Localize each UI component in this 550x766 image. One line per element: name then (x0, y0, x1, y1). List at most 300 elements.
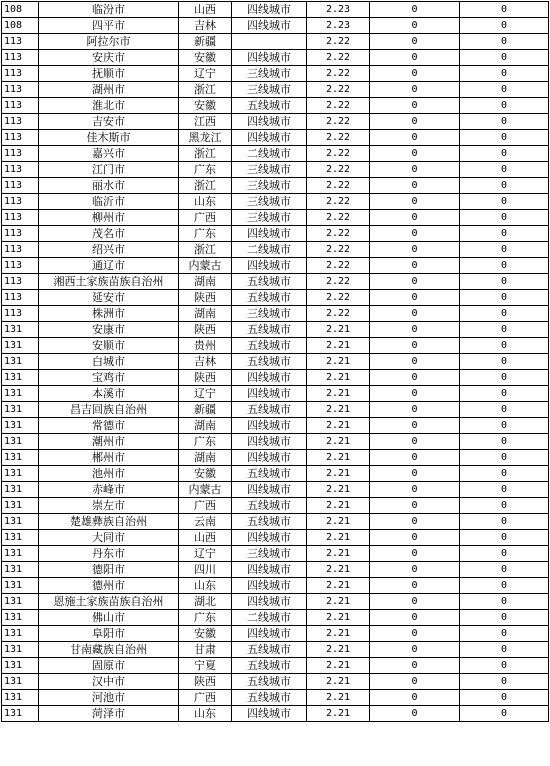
value-a-cell: 0 (370, 402, 460, 418)
rank-cell: 113 (2, 226, 39, 242)
value-b-cell: 0 (460, 482, 549, 498)
table-row (2, 66, 549, 82)
tier-cell: 四线城市 (232, 226, 307, 242)
score-cell: 2.21 (307, 466, 370, 482)
value-b-cell: 0 (460, 178, 549, 194)
rank-cell: 113 (2, 66, 39, 82)
score-cell: 2.22 (307, 290, 370, 306)
province-cell: 广东 (179, 226, 232, 242)
table-row (2, 82, 549, 98)
province-cell: 辽宁 (179, 66, 232, 82)
value-a-cell: 0 (370, 82, 460, 98)
province-cell: 陕西 (179, 370, 232, 386)
rank-cell: 131 (2, 706, 39, 722)
value-b-cell: 0 (460, 322, 549, 338)
table-row (2, 562, 549, 578)
table-row (2, 34, 549, 50)
value-b-cell: 0 (460, 386, 549, 402)
rank-cell: 131 (2, 642, 39, 658)
value-b-cell: 0 (460, 578, 549, 594)
value-b-cell: 0 (460, 66, 549, 82)
value-a-cell: 0 (370, 130, 460, 146)
value-a-cell: 0 (370, 386, 460, 402)
value-a-cell: 0 (370, 578, 460, 594)
value-a-cell: 0 (370, 258, 460, 274)
province-cell: 浙江 (179, 82, 232, 98)
table-row (2, 210, 549, 226)
tier-cell: 四线城市 (232, 18, 307, 34)
province-cell: 湖南 (179, 306, 232, 322)
score-cell: 2.21 (307, 498, 370, 514)
value-a-cell: 0 (370, 466, 460, 482)
value-b-cell: 0 (460, 210, 549, 226)
table-row (2, 50, 549, 66)
tier-cell: 四线城市 (232, 370, 307, 386)
value-a-cell: 0 (370, 322, 460, 338)
table-row (2, 2, 549, 18)
value-b-cell: 0 (460, 642, 549, 658)
city-cell: 临汾市 (39, 2, 179, 18)
rank-cell: 113 (2, 82, 39, 98)
tier-cell: 四线城市 (232, 450, 307, 466)
value-a-cell: 0 (370, 562, 460, 578)
province-cell: 山西 (179, 2, 232, 18)
rank-cell: 131 (2, 594, 39, 610)
tier-cell: 四线城市 (232, 258, 307, 274)
value-b-cell: 0 (460, 610, 549, 626)
rank-cell: 131 (2, 434, 39, 450)
table-row (2, 546, 549, 562)
tier-cell: 五线城市 (232, 658, 307, 674)
rank-cell: 131 (2, 514, 39, 530)
score-cell: 2.21 (307, 674, 370, 690)
value-a-cell: 0 (370, 34, 460, 50)
value-a-cell: 0 (370, 498, 460, 514)
table-row (2, 658, 549, 674)
value-b-cell: 0 (460, 98, 549, 114)
score-cell: 2.22 (307, 114, 370, 130)
score-cell: 2.22 (307, 274, 370, 290)
city-cell: 大同市 (39, 530, 179, 546)
tier-cell: 四线城市 (232, 50, 307, 66)
tier-cell: 四线城市 (232, 626, 307, 642)
city-cell: 昌吉回族自治州 (39, 402, 179, 418)
table-row (2, 482, 549, 498)
tier-cell: 二线城市 (232, 242, 307, 258)
rank-cell: 131 (2, 626, 39, 642)
score-cell: 2.21 (307, 546, 370, 562)
value-b-cell: 0 (460, 530, 549, 546)
score-cell: 2.22 (307, 210, 370, 226)
city-cell: 湘西土家族苗族自治州 (39, 274, 179, 290)
score-cell: 2.21 (307, 706, 370, 722)
rank-cell: 131 (2, 658, 39, 674)
tier-cell: 三线城市 (232, 178, 307, 194)
table-row (2, 274, 549, 290)
province-cell: 贵州 (179, 338, 232, 354)
value-a-cell: 0 (370, 514, 460, 530)
value-b-cell: 0 (460, 50, 549, 66)
table-row (2, 418, 549, 434)
score-cell: 2.22 (307, 258, 370, 274)
table-row (2, 530, 549, 546)
table-row (2, 290, 549, 306)
score-cell: 2.22 (307, 82, 370, 98)
value-a-cell: 0 (370, 210, 460, 226)
city-cell: 潮州市 (39, 434, 179, 450)
score-cell: 2.22 (307, 66, 370, 82)
score-cell: 2.22 (307, 226, 370, 242)
value-b-cell: 0 (460, 402, 549, 418)
city-cell: 江门市 (39, 162, 179, 178)
tier-cell: 五线城市 (232, 354, 307, 370)
value-b-cell: 0 (460, 34, 549, 50)
province-cell: 浙江 (179, 242, 232, 258)
value-a-cell: 0 (370, 194, 460, 210)
rank-cell: 131 (2, 338, 39, 354)
ranking-table (1, 1, 549, 722)
rank-cell: 131 (2, 466, 39, 482)
tier-cell: 四线城市 (232, 434, 307, 450)
tier-cell (232, 34, 307, 50)
city-cell: 安顺市 (39, 338, 179, 354)
city-cell: 安庆市 (39, 50, 179, 66)
province-cell: 安徽 (179, 626, 232, 642)
rank-cell: 131 (2, 402, 39, 418)
province-cell: 山西 (179, 530, 232, 546)
value-a-cell: 0 (370, 290, 460, 306)
table-row (2, 338, 549, 354)
city-cell: 株洲市 (39, 306, 179, 322)
city-cell: 绍兴市 (39, 242, 179, 258)
value-b-cell: 0 (460, 562, 549, 578)
city-cell: 白城市 (39, 354, 179, 370)
value-a-cell: 0 (370, 434, 460, 450)
value-a-cell: 0 (370, 546, 460, 562)
value-b-cell: 0 (460, 162, 549, 178)
value-a-cell: 0 (370, 594, 460, 610)
tier-cell: 五线城市 (232, 690, 307, 706)
rank-cell: 131 (2, 674, 39, 690)
value-a-cell: 0 (370, 178, 460, 194)
value-b-cell: 0 (460, 466, 549, 482)
value-a-cell: 0 (370, 2, 460, 18)
city-cell: 常德市 (39, 418, 179, 434)
score-cell: 2.22 (307, 194, 370, 210)
table-row (2, 322, 549, 338)
table-row (2, 130, 549, 146)
rank-cell: 131 (2, 418, 39, 434)
tier-cell: 五线城市 (232, 514, 307, 530)
value-b-cell: 0 (460, 130, 549, 146)
city-cell: 阿拉尔市 (39, 34, 179, 50)
province-cell: 山东 (179, 706, 232, 722)
rank-cell: 113 (2, 306, 39, 322)
rank-cell: 131 (2, 578, 39, 594)
tier-cell: 四线城市 (232, 578, 307, 594)
rank-cell: 108 (2, 2, 39, 18)
score-cell: 2.23 (307, 2, 370, 18)
city-cell: 阜阳市 (39, 626, 179, 642)
table-row (2, 306, 549, 322)
value-b-cell: 0 (460, 546, 549, 562)
rank-cell: 113 (2, 162, 39, 178)
rank-cell: 113 (2, 114, 39, 130)
rank-cell: 131 (2, 450, 39, 466)
city-cell: 抚顺市 (39, 66, 179, 82)
rank-cell: 131 (2, 354, 39, 370)
city-cell: 郴州市 (39, 450, 179, 466)
score-cell: 2.21 (307, 450, 370, 466)
score-cell: 2.21 (307, 562, 370, 578)
score-cell: 2.23 (307, 18, 370, 34)
city-cell: 嘉兴市 (39, 146, 179, 162)
tier-cell: 三线城市 (232, 210, 307, 226)
tier-cell: 四线城市 (232, 386, 307, 402)
value-b-cell: 0 (460, 626, 549, 642)
province-cell: 陕西 (179, 322, 232, 338)
city-cell: 池州市 (39, 466, 179, 482)
score-cell: 2.21 (307, 322, 370, 338)
value-b-cell: 0 (460, 306, 549, 322)
value-b-cell: 0 (460, 290, 549, 306)
value-b-cell: 0 (460, 658, 549, 674)
province-cell: 广东 (179, 610, 232, 626)
province-cell: 吉林 (179, 354, 232, 370)
rank-cell: 113 (2, 210, 39, 226)
value-a-cell: 0 (370, 50, 460, 66)
score-cell: 2.21 (307, 610, 370, 626)
province-cell: 新疆 (179, 402, 232, 418)
table-row (2, 642, 549, 658)
value-a-cell: 0 (370, 418, 460, 434)
table-row (2, 402, 549, 418)
city-cell: 延安市 (39, 290, 179, 306)
table-row (2, 162, 549, 178)
value-b-cell: 0 (460, 2, 549, 18)
value-b-cell: 0 (460, 498, 549, 514)
province-cell: 辽宁 (179, 546, 232, 562)
table-row (2, 578, 549, 594)
city-cell: 德州市 (39, 578, 179, 594)
table-row (2, 434, 549, 450)
tier-cell: 四线城市 (232, 114, 307, 130)
tier-cell: 五线城市 (232, 642, 307, 658)
rank-cell: 113 (2, 242, 39, 258)
value-a-cell: 0 (370, 674, 460, 690)
province-cell: 宁夏 (179, 658, 232, 674)
rank-cell: 131 (2, 322, 39, 338)
value-a-cell: 0 (370, 306, 460, 322)
value-a-cell: 0 (370, 274, 460, 290)
province-cell: 四川 (179, 562, 232, 578)
value-a-cell: 0 (370, 98, 460, 114)
score-cell: 2.22 (307, 146, 370, 162)
value-a-cell: 0 (370, 610, 460, 626)
province-cell: 陕西 (179, 290, 232, 306)
value-b-cell: 0 (460, 82, 549, 98)
tier-cell: 五线城市 (232, 98, 307, 114)
city-cell: 本溪市 (39, 386, 179, 402)
province-cell: 辽宁 (179, 386, 232, 402)
rank-cell: 113 (2, 146, 39, 162)
tier-cell: 三线城市 (232, 194, 307, 210)
value-a-cell: 0 (370, 338, 460, 354)
province-cell: 黑龙江 (179, 130, 232, 146)
value-a-cell: 0 (370, 226, 460, 242)
rank-cell: 131 (2, 386, 39, 402)
table-row (2, 690, 549, 706)
tier-cell: 四线城市 (232, 482, 307, 498)
province-cell: 山东 (179, 194, 232, 210)
province-cell: 山东 (179, 578, 232, 594)
value-b-cell: 0 (460, 514, 549, 530)
city-cell: 楚雄彝族自治州 (39, 514, 179, 530)
rank-cell: 113 (2, 178, 39, 194)
score-cell: 2.21 (307, 658, 370, 674)
city-cell: 丹东市 (39, 546, 179, 562)
province-cell: 陕西 (179, 674, 232, 690)
province-cell: 广东 (179, 162, 232, 178)
rank-cell: 113 (2, 130, 39, 146)
city-cell: 菏泽市 (39, 706, 179, 722)
rank-cell: 113 (2, 194, 39, 210)
score-cell: 2.21 (307, 434, 370, 450)
city-cell: 甘南藏族自治州 (39, 642, 179, 658)
score-cell: 2.21 (307, 418, 370, 434)
table-row (2, 674, 549, 690)
table-row (2, 98, 549, 114)
table-row (2, 450, 549, 466)
value-b-cell: 0 (460, 706, 549, 722)
value-b-cell: 0 (460, 242, 549, 258)
score-cell: 2.21 (307, 530, 370, 546)
value-b-cell: 0 (460, 194, 549, 210)
score-cell: 2.21 (307, 386, 370, 402)
table-row (2, 18, 549, 34)
value-b-cell: 0 (460, 690, 549, 706)
rank-cell: 113 (2, 290, 39, 306)
city-cell: 河池市 (39, 690, 179, 706)
tier-cell: 三线城市 (232, 162, 307, 178)
score-cell: 2.21 (307, 338, 370, 354)
value-a-cell: 0 (370, 114, 460, 130)
value-b-cell: 0 (460, 114, 549, 130)
value-a-cell: 0 (370, 146, 460, 162)
tier-cell: 三线城市 (232, 66, 307, 82)
score-cell: 2.21 (307, 354, 370, 370)
tier-cell: 五线城市 (232, 466, 307, 482)
value-a-cell: 0 (370, 642, 460, 658)
province-cell: 湖北 (179, 594, 232, 610)
table-row (2, 354, 549, 370)
tier-cell: 四线城市 (232, 2, 307, 18)
value-a-cell: 0 (370, 658, 460, 674)
city-cell: 赤峰市 (39, 482, 179, 498)
rank-cell: 131 (2, 530, 39, 546)
score-cell: 2.22 (307, 242, 370, 258)
rank-cell: 113 (2, 34, 39, 50)
city-cell: 通辽市 (39, 258, 179, 274)
city-cell: 茂名市 (39, 226, 179, 242)
value-a-cell: 0 (370, 706, 460, 722)
province-cell: 云南 (179, 514, 232, 530)
city-cell: 固原市 (39, 658, 179, 674)
table-row (2, 594, 549, 610)
rank-cell: 131 (2, 546, 39, 562)
score-cell: 2.21 (307, 690, 370, 706)
value-a-cell: 0 (370, 626, 460, 642)
score-cell: 2.22 (307, 98, 370, 114)
table-row (2, 514, 549, 530)
tier-cell: 二线城市 (232, 610, 307, 626)
value-b-cell: 0 (460, 258, 549, 274)
city-cell: 湖州市 (39, 82, 179, 98)
province-cell: 广东 (179, 434, 232, 450)
tier-cell: 五线城市 (232, 402, 307, 418)
score-cell: 2.21 (307, 402, 370, 418)
tier-cell: 四线城市 (232, 530, 307, 546)
city-cell: 佳木斯市 (39, 130, 179, 146)
table-row (2, 146, 549, 162)
value-b-cell: 0 (460, 18, 549, 34)
city-cell: 崇左市 (39, 498, 179, 514)
province-cell: 安徽 (179, 50, 232, 66)
value-a-cell: 0 (370, 162, 460, 178)
city-cell: 吉安市 (39, 114, 179, 130)
table-row (2, 370, 549, 386)
province-cell: 安徽 (179, 98, 232, 114)
value-a-cell: 0 (370, 18, 460, 34)
province-cell: 内蒙古 (179, 482, 232, 498)
score-cell: 2.22 (307, 50, 370, 66)
tier-cell: 五线城市 (232, 274, 307, 290)
score-cell: 2.21 (307, 642, 370, 658)
table-row (2, 626, 549, 642)
city-cell: 淮北市 (39, 98, 179, 114)
rank-cell: 131 (2, 370, 39, 386)
score-cell: 2.22 (307, 306, 370, 322)
province-cell: 广西 (179, 498, 232, 514)
city-cell: 汉中市 (39, 674, 179, 690)
tier-cell: 五线城市 (232, 322, 307, 338)
value-b-cell: 0 (460, 354, 549, 370)
tier-cell: 五线城市 (232, 674, 307, 690)
score-cell: 2.22 (307, 162, 370, 178)
score-cell: 2.21 (307, 514, 370, 530)
value-a-cell: 0 (370, 242, 460, 258)
value-b-cell: 0 (460, 450, 549, 466)
rank-cell: 108 (2, 18, 39, 34)
city-cell: 柳州市 (39, 210, 179, 226)
province-cell: 湖南 (179, 274, 232, 290)
table-row (2, 114, 549, 130)
city-cell: 丽水市 (39, 178, 179, 194)
table-row (2, 498, 549, 514)
value-a-cell: 0 (370, 482, 460, 498)
city-cell: 临沂市 (39, 194, 179, 210)
tier-cell: 三线城市 (232, 82, 307, 98)
province-cell: 新疆 (179, 34, 232, 50)
tier-cell: 二线城市 (232, 146, 307, 162)
value-a-cell: 0 (370, 690, 460, 706)
table-row (2, 242, 549, 258)
rank-cell: 131 (2, 498, 39, 514)
province-cell: 浙江 (179, 178, 232, 194)
score-cell: 2.21 (307, 482, 370, 498)
tier-cell: 四线城市 (232, 594, 307, 610)
value-a-cell: 0 (370, 530, 460, 546)
